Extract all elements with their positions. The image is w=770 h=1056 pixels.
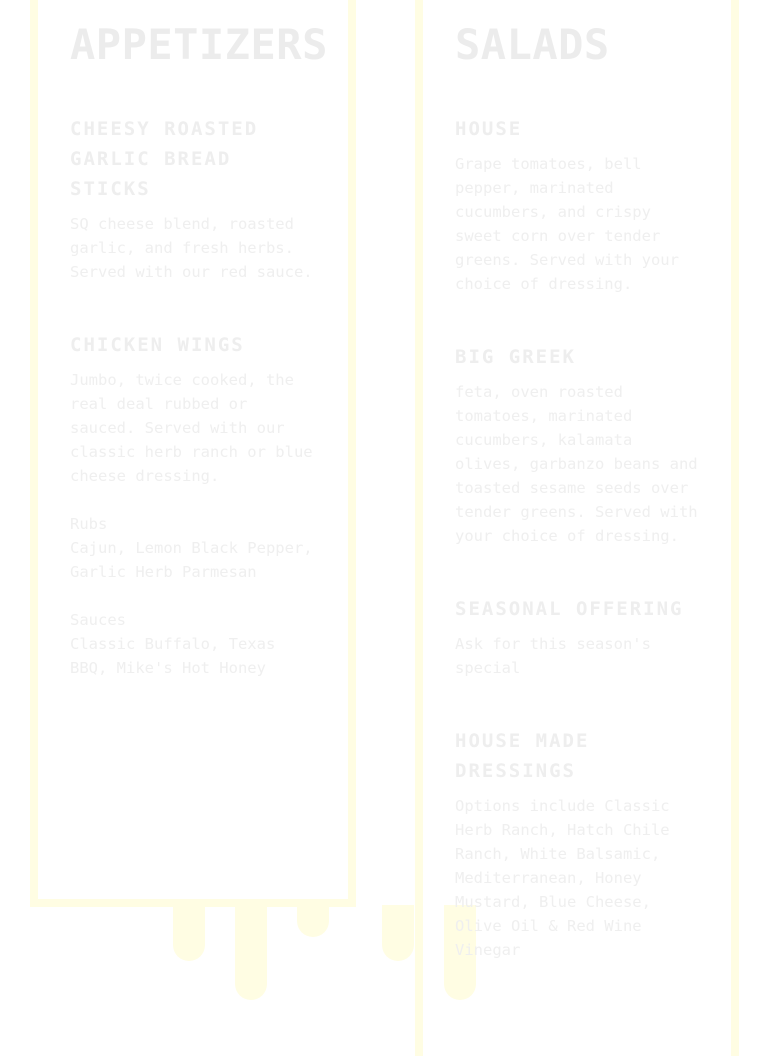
menu-item-house-salad [455,114,705,296]
menu-item-description: Options include Classic Herb Ranch, Hatch Chile Ranch, White Balsamic, Mediterranean, Honey Mustard, Blue Cheese, Olive Oil & Red Wine Vinegar [455,797,670,959]
drip-decoration [382,905,414,961]
drip-decoration [173,905,205,961]
menu-item-garlic-bread [70,114,320,284]
menu-item-big-greek [455,342,705,548]
menu-item-description: SQ cheese blend, roasted garlic, and fresh herbs. Served with our red sauce. [70,215,313,281]
rubs-label: Rubs [70,515,108,533]
appetizers-section [70,0,328,680]
menu-item-description: Ask for this season's special [455,635,651,677]
appetizers-title: APPETIZERS [70,20,328,69]
rubs-options: Cajun, Lemon Black Pepper, Garlic Herb Parmesan [70,539,313,581]
menu-item-description: Grape tomatoes, bell pepper, marinated cucumbers, and crispy sweet corn over tender greens. Served with your choice of dressing. [455,155,679,293]
menu-item-name: HOUSE MADE DRESSINGS [455,730,590,782]
menu-item-description: feta, oven roasted tomatoes, marinated cucumbers, kalamata olives, garbanzo beans and toasted sesame seeds over tender greens. Served with your choice of dressing. [455,383,698,545]
menu-item-house-dressings [455,726,705,962]
sauces-label: Sauces [70,611,126,629]
menu-item-description: Jumbo, twice cooked, the real deal rubbed or sauced. Served with our classic herb ranch or blue cheese dressing. [70,371,313,485]
menu-item-name: CHICKEN WINGS [70,334,245,356]
drip-decoration [235,905,267,1000]
menu-item-name: SEASONAL OFFERING [455,598,684,620]
sauces-options: Classic Buffalo, Texas BBQ, Mike's Hot Honey [70,635,276,677]
menu-item-name: BIG GREEK [455,346,576,368]
menu-item-name: CHEESY ROASTED GARLIC BREAD STICKS [70,118,259,200]
menu-item-seasonal-offering [455,594,705,680]
menu-item-name: HOUSE [455,118,523,140]
salads-title: SALADS [455,20,610,69]
menu-item-chicken-wings [70,330,320,680]
drip-decoration [297,905,329,937]
salads-section [455,0,705,962]
